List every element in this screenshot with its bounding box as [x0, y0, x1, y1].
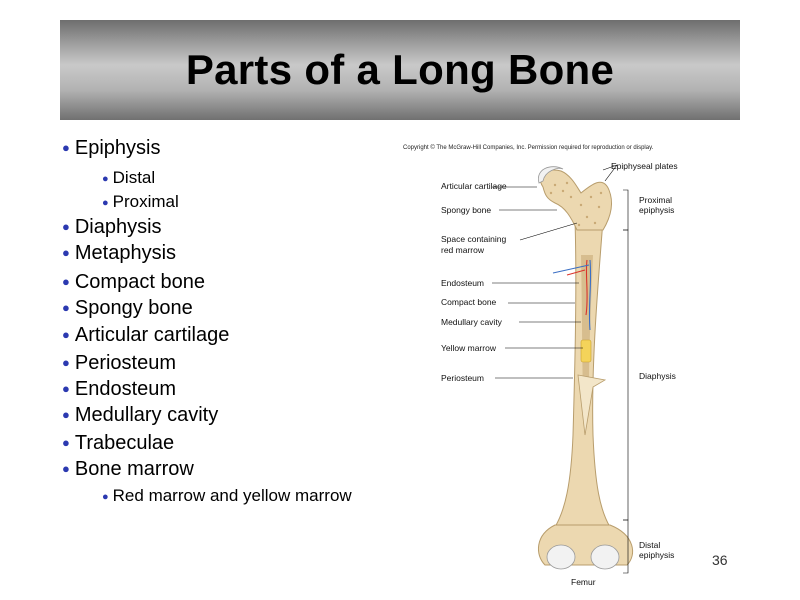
- bullet-item: ● Periosteum: [62, 352, 177, 374]
- page-number: 36: [712, 552, 728, 568]
- bullet-dot-icon: ●: [62, 140, 70, 155]
- bullet-dot-icon: ●: [102, 173, 109, 185]
- label-epiphyseal-plates: Epiphyseal plates: [611, 161, 678, 171]
- bullet-item: ● Spongy bone: [62, 297, 193, 319]
- femur-diagram: [395, 135, 715, 595]
- bullet-item: ● Trabeculae: [62, 432, 175, 454]
- bullet-item: ● Endosteum: [62, 378, 177, 400]
- label-yellow-marrow: Yellow marrow: [441, 343, 496, 353]
- label-distal-line1: Distal: [639, 540, 661, 550]
- label-distal-line2: epiphysis: [639, 550, 675, 560]
- bullet-item: ● Articular cartilage: [62, 324, 230, 346]
- bullet-dot-icon: ●: [62, 355, 70, 370]
- bullet-dot-icon: ●: [62, 461, 70, 476]
- femur-figure: [395, 135, 715, 595]
- bullet-dot-icon: ●: [62, 274, 70, 289]
- bullet-dot-icon: ●: [62, 381, 70, 396]
- bullet-item: ● Medullary cavity: [62, 404, 219, 426]
- label-proximal-line1: Proximal: [639, 195, 673, 205]
- bullet-dot-icon: ●: [62, 327, 70, 342]
- yellow-marrow: [581, 340, 591, 362]
- bullet-dot-icon: ●: [62, 300, 70, 315]
- bullet-item: ● Metaphysis: [62, 242, 177, 264]
- sub-bullet-item: ● Red marrow and yellow marrow: [102, 486, 352, 505]
- bullet-item: ● Bone marrow: [62, 458, 194, 480]
- distal-cartilage-left: [547, 545, 575, 569]
- label-diaphysis: Diaphysis: [639, 371, 676, 381]
- bullet-item: ● Epiphysis: [62, 137, 161, 159]
- title-bar: Parts of a Long Bone: [60, 20, 740, 120]
- label-periosteum: Periosteum: [441, 373, 484, 383]
- label-spongy-bone: Spongy bone: [441, 205, 492, 215]
- label-space-red-marrow-line1: Space containing: [441, 234, 507, 244]
- bullet-dot-icon: ●: [62, 435, 70, 450]
- label-space-red-marrow-line2: red marrow: [441, 245, 484, 255]
- bullet-dot-icon: ●: [102, 197, 109, 209]
- sub-bullet-item: ● Proximal: [102, 192, 179, 211]
- proximal-epiphysis: [540, 170, 611, 230]
- bullet-item: ● Compact bone: [62, 271, 205, 293]
- label-articular-cartilage: Articular cartilage: [441, 181, 507, 191]
- bullet-dot-icon: ●: [62, 219, 70, 234]
- right-brackets: [603, 165, 628, 573]
- bullet-dot-icon: ●: [62, 407, 70, 422]
- distal-cartilage-right: [591, 545, 619, 569]
- bullet-item: ● Diaphysis: [62, 216, 162, 238]
- label-proximal-line2: epiphysis: [639, 205, 675, 215]
- label-medullary-cavity: Medullary cavity: [441, 317, 502, 327]
- copyright-text: Copyright © The McGraw-Hill Companies, Inc. Permission required for reproduction or display.: [403, 145, 654, 151]
- sub-bullet-item: ● Distal: [102, 168, 156, 187]
- figure-caption: Femur: [571, 577, 596, 587]
- bullet-dot-icon: ●: [102, 491, 109, 503]
- label-endosteum: Endosteum: [441, 278, 484, 288]
- bullet-dot-icon: ●: [62, 245, 70, 260]
- label-compact-bone: Compact bone: [441, 297, 497, 307]
